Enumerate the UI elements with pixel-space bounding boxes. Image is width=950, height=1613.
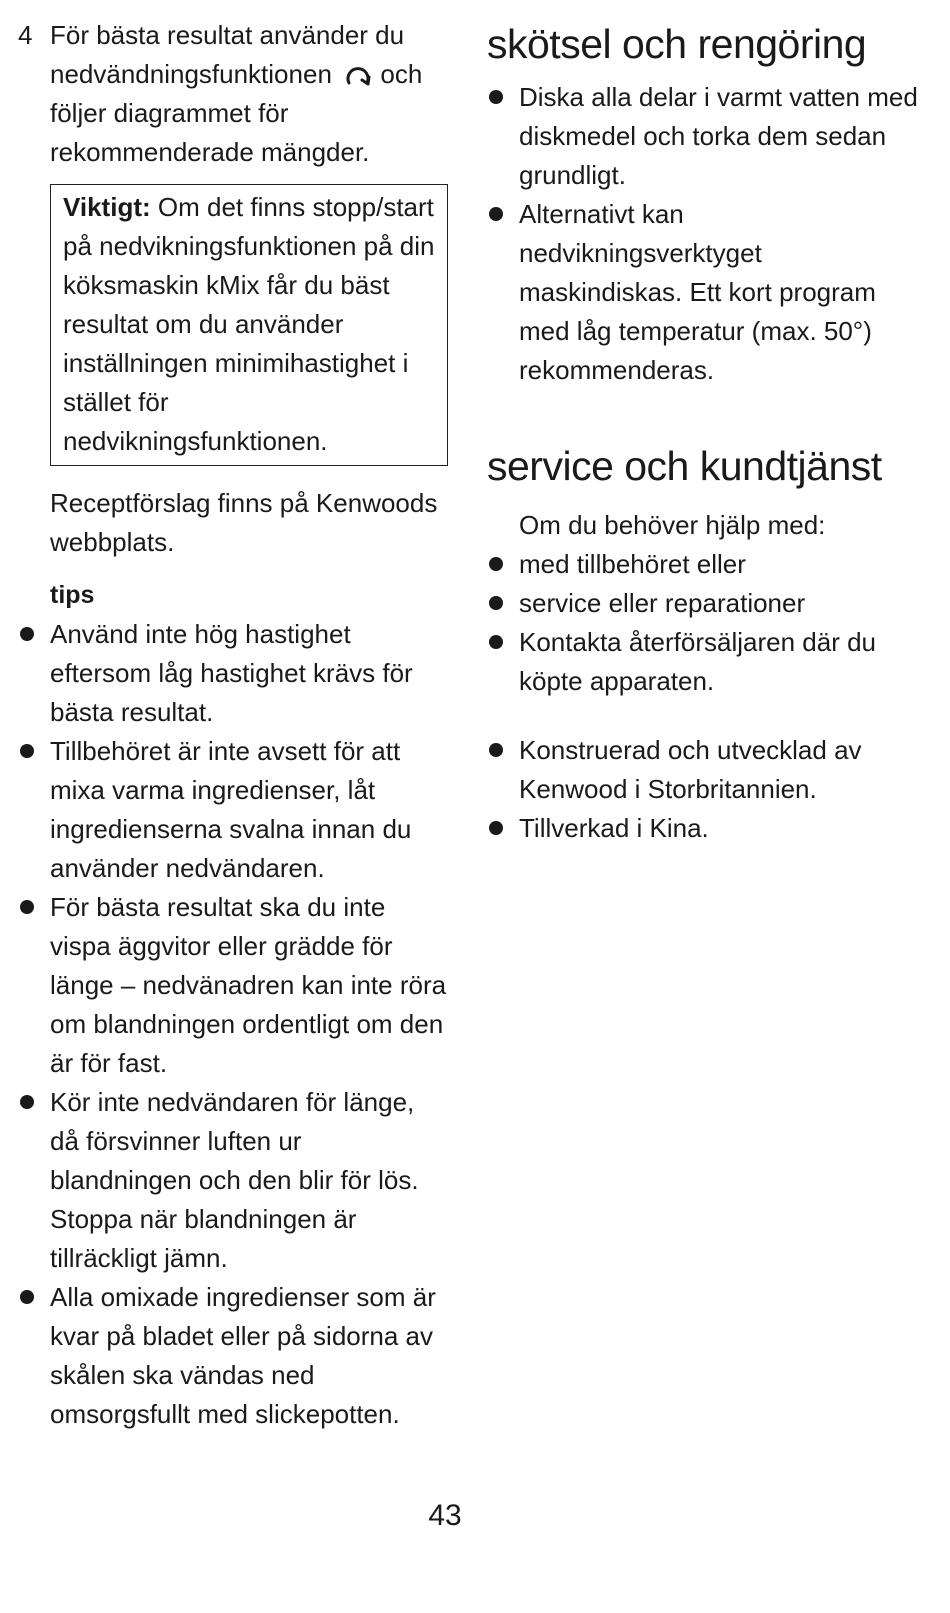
tips-list [18,615,448,1434]
service-list [487,545,927,701]
left-column [18,16,448,1434]
service-item: service eller reparationer [487,584,927,623]
step-text-after-icon: och följer diagrammet för rekommenderade mängder. [50,59,423,167]
service-item: Kontakta återförsäljaren där du köpte apparaten. [487,623,927,701]
step-4 [18,16,448,172]
care-item: Diska alla delar i varmt vatten med diskmedel och torka dem sedan grundligt. [487,78,927,195]
recipe-note: Receptförslag finns på Kenwoods webbplats. [50,488,438,557]
tips-heading: tips [50,581,95,609]
service-heading: service och kundtjänst [487,443,882,489]
service-item: med tillbehöret eller [487,545,927,584]
important-label: Viktigt: [63,192,151,222]
right-column [487,16,927,848]
origin-list [487,731,927,848]
care-item: Alternativt kan nedvikningsverktyget maskindiskas. Ett kort program med låg temperatur (max. 50°) rekommenderas. [487,195,927,390]
tip-item: Använd inte hög hastighet eftersom låg hastighet krävs för bästa resultat. [18,615,448,732]
step-text-before-icon: För bästa resultat använder du nedvändningsfunktionen [50,20,405,89]
tip-item: Alla omixade ingredienser som är kvar på bladet eller på sidorna av skålen ska vändas ned omsorgsfullt med slickepotten. [18,1278,448,1434]
important-text: Om det finns stopp/start på nedvikningsfunktionen på din köksmaskin kMix får du bäst resultat om du använder inställningen minimihastighet i stället för nedvikningsfunktionen. [63,192,435,456]
service-intro: Om du behöver hjälp med: [519,510,826,540]
tip-item: Tillbehöret är inte avsett för att mixa varma ingredienser, låt ingredienserna svalna innan du använder nedvändaren. [18,732,448,888]
step-number: 4 [18,20,33,50]
care-list [487,78,927,390]
page-number: 43 [428,1499,462,1532]
origin-item: Tillverkad i Kina. [487,809,927,848]
origin-item: Konstruerad och utvecklad av Kenwood i Storbritannien. [487,731,927,809]
important-note-box [50,184,448,466]
care-heading: skötsel och rengöring [487,21,867,67]
tip-item: Kör inte nedvändaren för länge, då försvinner luften ur blandningen och den blir för lös. Stoppa när blandningen är tillräckligt jämn. [18,1083,448,1278]
reverse-fold-icon [343,61,373,89]
tip-item: För bästa resultat ska du inte vispa äggvitor eller grädde för länge – nedvänadren kan inte röra om blandningen ordentligt om den är för fast. [18,888,448,1083]
